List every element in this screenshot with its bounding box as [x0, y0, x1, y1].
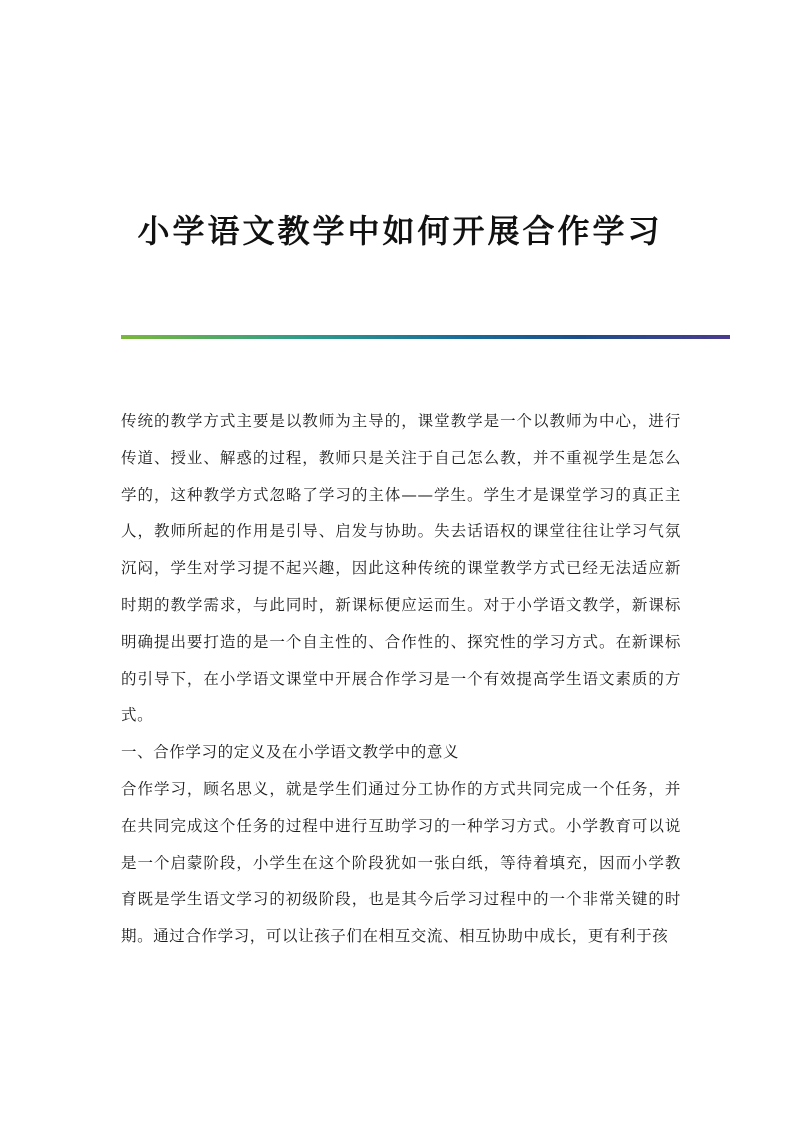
- document-body: [121, 403, 681, 955]
- title-divider: [121, 335, 730, 339]
- document-title: 小学语文教学中如何开展合作学习: [137, 212, 663, 251]
- section-paragraph: 合作学习，顾名思义，就是学生们通过分工协作的方式共同完成一个任务，并在共同完成这个任务的过程中进行互助学习的一种学习方式。小学教育可以说是一个启蒙阶段，小学生在这个阶段犹如一张白纸，等待着填充，因而小学教育既是学生语文学习的初级阶段，也是其今后学习过程中的一个非常关键的时期。通过合作学习，可以让孩子们在相互交流、相互协助中成长，更有利于孩: [121, 779, 681, 946]
- intro-paragraph: 传统的教学方式主要是以教师为主导的，课堂教学是一个以教师为中心，进行传道、授业、解惑的过程，教师只是关注于自己怎么教，并不重视学生是怎么学的，这种教学方式忽略了学习的主体——学生。学生才是课堂学习的真正主人，教师所起的作用是引导、启发与协助。失去话语权的课堂往往让学习气氛沉闷，学生对学习提不起兴趣，因此这种传统的课堂教学方式已经无法适应新时期的教学需求，与此同时，新课标便应运而生。对于小学语文教学，新课标明确提出要打造的是一个自主性的、合作性的、探究性的学习方式。在新课标的引导下，在小学语文课堂中开展合作学习是一个有效提高学生语文素质的方式。: [121, 412, 681, 725]
- section-heading: 一、合作学习的定义及在小学语文教学中的意义: [121, 743, 460, 762]
